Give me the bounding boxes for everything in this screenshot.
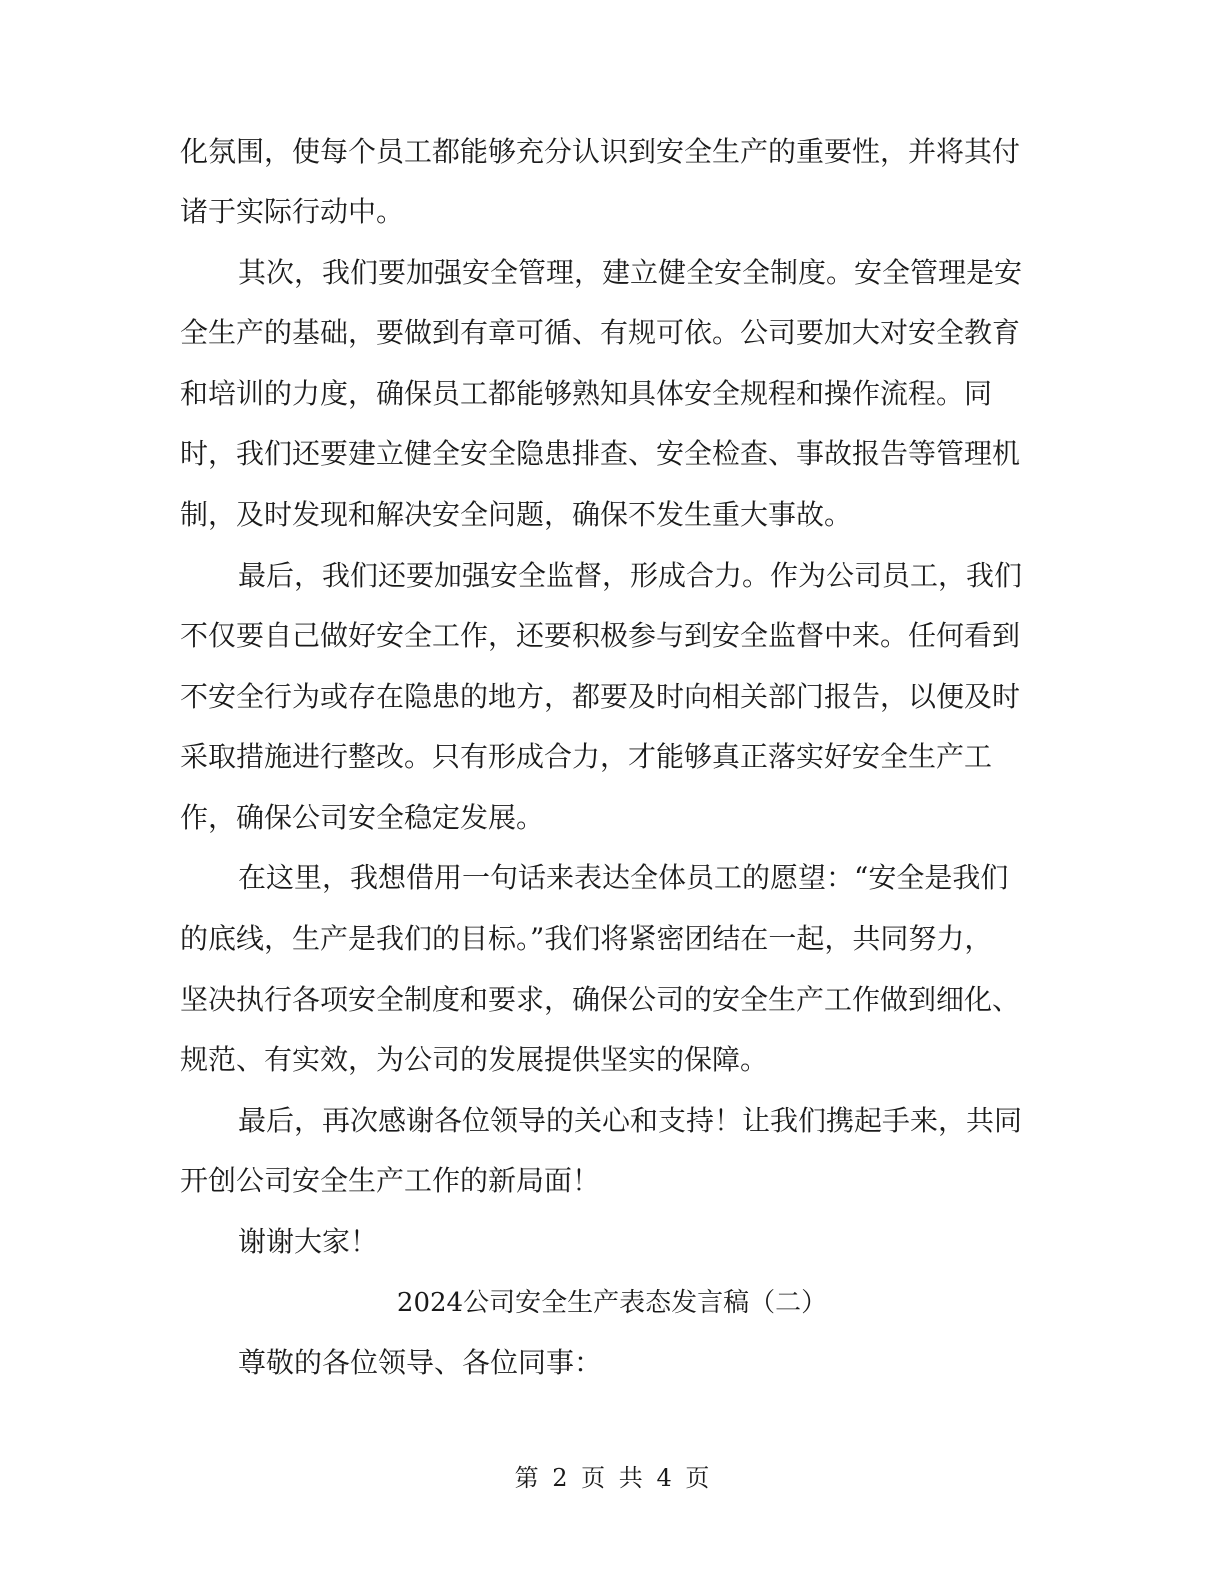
paragraph-line: 开创公司安全生产工作的新局面！	[180, 1164, 601, 1197]
paragraph-line: 作，确保公司安全稳定发展。	[180, 801, 545, 834]
paragraph-line: 其次，我们要加强安全管理，建立健全安全制度。安全管理是安	[238, 256, 1023, 289]
page-number-footer: 第 2 页 共 4 页	[514, 1464, 710, 1492]
paragraph-line: 化氛围，使每个员工都能够充分认识到安全生产的重要性，并将其付	[180, 135, 1021, 168]
paragraph-line: 制，及时发现和解决安全问题，确保不发生重大事故。	[180, 498, 853, 531]
paragraph-line: 采取措施进行整改。只有形成合力，才能够真正落实好安全生产工	[180, 740, 993, 773]
paragraph-line: 在这里，我想借用一句话来表达全体员工的愿望：“安全是我们	[238, 861, 1009, 894]
paragraph-line: 规范、有实效，为公司的发展提供坚实的保障。	[180, 1043, 769, 1076]
greeting-line: 尊敬的各位领导、各位同事：	[238, 1346, 603, 1379]
paragraph-line: 不安全行为或存在隐患的地方，都要及时向相关部门报告，以便及时	[180, 680, 1021, 713]
paragraph-line: 诸于实际行动中。	[180, 195, 405, 228]
paragraph-line: 时，我们还要建立健全安全隐患排查、安全检查、事故报告等管理机	[180, 437, 1021, 470]
paragraph-line: 的底线，生产是我们的目标。”我们将紧密团结在一起，共同努力，	[180, 922, 993, 955]
closing-line: 谢谢大家！	[238, 1225, 379, 1258]
section-title: 2024公司安全生产表态发言稿（二）	[396, 1288, 828, 1318]
paragraph-line: 坚决执行各项安全制度和要求，确保公司的安全生产工作做到细化、	[180, 983, 1021, 1016]
paragraph-line: 和培训的力度，确保员工都能够熟知具体安全规程和操作流程。同	[180, 377, 993, 410]
paragraph-line: 最后，我们还要加强安全监督，形成合力。作为公司员工，我们	[238, 559, 1023, 592]
paragraph-line: 全生产的基础，要做到有章可循、有规可依。公司要加大对安全教育	[180, 316, 1021, 349]
paragraph-line: 不仅要自己做好安全工作，还要积极参与到安全监督中来。任何看到	[180, 619, 1021, 652]
paragraph-line: 最后，再次感谢各位领导的关心和支持！让我们携起手来，共同	[238, 1104, 1023, 1137]
